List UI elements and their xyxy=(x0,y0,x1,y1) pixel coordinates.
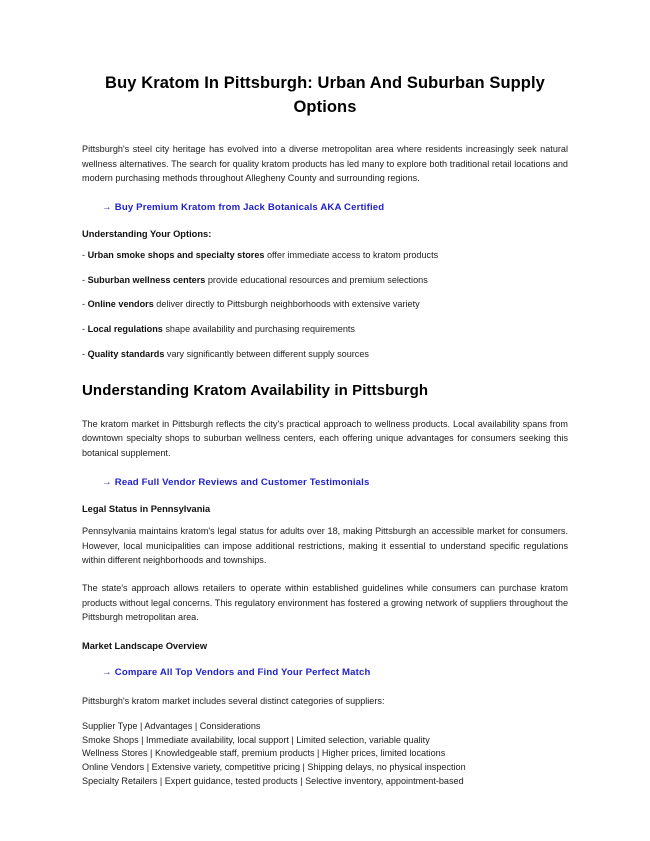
list-item-rest: deliver directly to Pittsburgh neighborhoods with extensive variety xyxy=(153,299,420,310)
list-item: - Quality standards vary significantly between different supply sources xyxy=(82,348,369,359)
list-item-rest: shape availability and purchasing requirements xyxy=(162,323,355,334)
promo-link-compare-vendors[interactable] xyxy=(102,667,568,678)
list-item-lead: Online vendors xyxy=(87,299,154,310)
list-item-lead: Suburban wellness centers xyxy=(87,274,206,285)
arrow-right-icon: → xyxy=(102,202,112,213)
options-list xyxy=(82,249,568,361)
list-item: - Urban smoke shops and specialty stores offer immediate access to kratom products xyxy=(82,250,439,260)
list-item: - Local regulations shape availability and purchasing requirements xyxy=(82,323,355,334)
promo-link-buy-premium-label: Buy Premium Kratom from Jack Botanicals AKA Certified xyxy=(114,202,385,213)
promo-link-buy-premium[interactable] xyxy=(102,202,568,213)
table-header-row: Supplier Type | Advantages | Considerations xyxy=(82,720,261,731)
list-item-lead: Quality standards xyxy=(87,348,165,359)
page-title: Buy Kratom In Pittsburgh: Urban And Suburban Supply Options xyxy=(105,74,545,116)
table-row: Online Vendors | Extensive variety, competitive pricing | Shipping delays, no physical inspection xyxy=(82,762,466,773)
legal-paragraph-1: Pennsylvania maintains kratom's legal status for adults over 18, making Pittsburgh an accessible market for consumers. However, local municipalities can impose additional restrictions, making it essential to understand specific regulations within different neighborhoods and townships. xyxy=(82,525,568,566)
table-row: Smoke Shops | Immediate availability, local support | Limited selection, variable quality xyxy=(82,734,430,745)
promo-link-compare-vendors-label: Compare All Top Vendors and Find Your Perfect Match xyxy=(114,667,371,679)
arrow-right-icon: → xyxy=(102,667,112,679)
availability-paragraph: The kratom market in Pittsburgh reflects the city's practical approach to wellness products. Local availability spans from downtown specialty shops to suburban wellness centers, each offering unique advantages for consumers seeking this botanical supplement. xyxy=(82,418,568,459)
promo-link-read-reviews[interactable] xyxy=(102,477,568,488)
legal-paragraph-2: The state's approach allows retailers to operate within established guidelines while consumers can purchase kratom products without legal concerns. This regulatory environment has fostered a growing network of suppliers throughout the Pittsburgh metropolitan area. xyxy=(82,583,568,623)
list-item-lead: Local regulations xyxy=(87,323,163,334)
list-item: - Suburban wellness centers provide educational resources and premium selections xyxy=(82,274,428,285)
market-landscape-heading: Market Landscape Overview xyxy=(82,641,208,652)
legal-status-heading: Legal Status in Pennsylvania xyxy=(82,503,211,514)
list-item-rest: vary significantly between different supply sources xyxy=(164,348,369,359)
supplier-table-intro: Pittsburgh's kratom market includes several distinct categories of suppliers: xyxy=(82,696,385,707)
availability-section-heading: Understanding Kratom Availability in Pittsburgh xyxy=(82,382,429,400)
list-item: - Online vendors deliver directly to Pittsburgh neighborhoods with extensive variety xyxy=(82,299,420,310)
options-heading: Understanding Your Options: xyxy=(82,229,212,239)
list-item-rest: provide educational resources and premium selections xyxy=(205,274,428,285)
table-row: Wellness Stores | Knowledgeable staff, premium products | Higher prices, limited locations xyxy=(82,748,446,759)
list-item-lead: Urban smoke shops and specialty stores xyxy=(87,250,265,260)
promo-link-read-reviews-label: Read Full Vendor Reviews and Customer Testimonials xyxy=(114,476,370,488)
supplier-table xyxy=(82,720,568,789)
intro-paragraph: Pittsburgh's steel city heritage has evolved into a diverse metropolitan area where residents increasingly seek natural wellness alternatives. The search for quality kratom products has led many to explore both traditional retail locations and modern purchasing methods throughout Allegheny County and surrounding regions. xyxy=(82,143,568,184)
arrow-right-icon: → xyxy=(102,476,112,488)
table-row: Specialty Retailers | Expert guidance, tested products | Selective inventory, appointment-based xyxy=(82,775,464,786)
list-item-rest: offer immediate access to kratom products xyxy=(264,250,439,260)
